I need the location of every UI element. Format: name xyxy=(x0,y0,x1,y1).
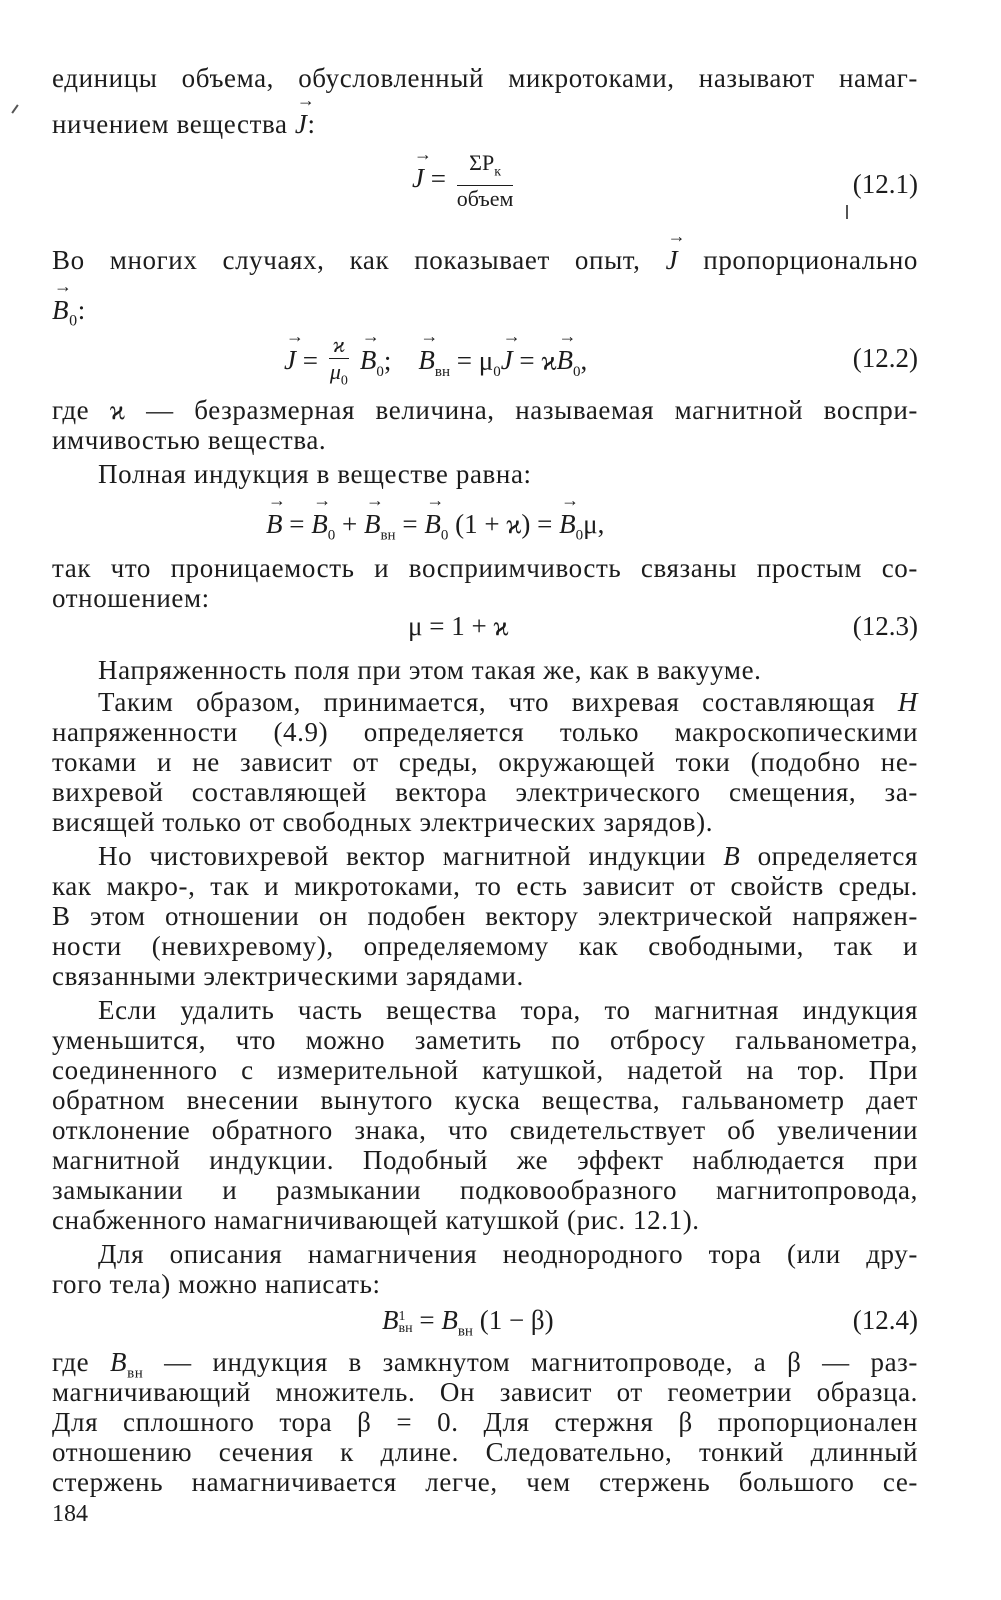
equation-full-induction: → B = → $B_0$ + → $B_{вн}$ = → $B_0$ (1 + ϰ) = → $B_0\mu$, xyxy=(266,508,604,551)
text-line: магнитной индукции. Подобный же эффект наблюдается при xyxy=(52,1145,918,1175)
text-line: отношению сечения к длине. Следовательно, тонкий длинный xyxy=(52,1437,918,1467)
text-line: гого тела) можно написать: xyxy=(52,1269,381,1299)
page-number: 184 xyxy=(52,1501,88,1527)
equation-12-2: → J = $\frac{ϰ}{\mu_0}$ → $B_0$; → $B_{вн} = \mu_0\to J = ϰ\to B_0$, xyxy=(284,332,587,394)
text-line: обратном внесении вынутого куска вещества, гальванометр дает xyxy=(52,1085,918,1115)
text-line: токами и не зависит от среды, окружающей токи (подобно не- xyxy=(52,747,918,777)
text-line: где ϰ — безразмерная величина, называемая магнитной воспри- xyxy=(52,395,918,425)
text-line: ничением вещества → J: xyxy=(52,108,918,140)
text-line: так что проницаемость и восприимчивость связаны простым со- xyxy=(52,553,918,583)
text-line: Напряженность поля при этом такая же, как в вакууме. xyxy=(98,655,762,685)
text-line: Но чистовихревой вектор магнитной индукции B определяется xyxy=(98,841,918,871)
text-line: где $B_{вн}$ — индукция в замкнутом магнитопроводе, а β — раз- xyxy=(52,1347,919,1382)
text-line: → $B_0$: xyxy=(52,294,918,337)
text-line: уменьшится, что можно заметить по отбросу гальванометра, xyxy=(52,1025,918,1055)
scan-mark xyxy=(846,205,848,219)
text-line: Для описания намагничения неоднородного тора (или дру- xyxy=(98,1239,918,1269)
text-line: В этом отношении он подобен вектору электрической напряжен- xyxy=(52,901,918,931)
text-line: вихревой составляющей вектора электрического смещения, за- xyxy=(52,777,918,807)
text-line: Таким образом, принимается, что вихревая составляющая H xyxy=(98,687,918,717)
equation-number: (12.3) xyxy=(852,611,918,641)
text-line: Во многих случаях, как показывает опыт, → J пропорционально xyxy=(52,244,918,276)
text-line: Для сплошного тора β = 0. Для стержня β пропорционален xyxy=(52,1407,918,1437)
text-line: снабженного намагничивающей катушкой (рис. 12.1). xyxy=(52,1205,700,1235)
text-line: Полная индукция в веществе равна: xyxy=(98,459,532,489)
equation-12-4: B 1 вн = $B_{вн}$ (1 − β) xyxy=(382,1305,554,1340)
text-line: магничивающий множитель. Он зависит от геометрии образца. xyxy=(52,1377,918,1407)
text-line: замыкании и размыкании подковообразного магнитопровода, xyxy=(52,1175,918,1205)
text-line: единицы объема, обусловленный микротоками, называют намаг- xyxy=(52,63,918,93)
text-line: соединенного с измерительной катушкой, надетой на тор. При xyxy=(52,1055,918,1085)
scan-mark xyxy=(11,104,18,113)
text-line: напряженности (4.9) определяется только макроскопическими xyxy=(52,717,918,747)
text-line: связанными электрическими зарядами. xyxy=(52,961,524,991)
text-line: Если удалить часть вещества тора, то магнитная индукция xyxy=(98,995,918,1025)
text-line: имчивостью вещества. xyxy=(52,425,327,455)
text-line: стержень намагничивается легче, чем стержень большого се- xyxy=(52,1467,918,1497)
equation-12-1: → J = $\frac{\Sigma P_к}{\text{объем}}$ xyxy=(412,150,517,212)
text-line: отклонение обратного знака, что свидетельствует об увеличении xyxy=(52,1115,918,1145)
text-line: ности (невихревому), определяемому как свободными, так и xyxy=(52,931,918,961)
equation-number: (12.1) xyxy=(852,169,918,199)
text-line: висящей только от свободных электрических зарядов). xyxy=(52,807,714,837)
text-line: как макро-, так и микротоками, то есть зависит от свойств среды. xyxy=(52,871,918,901)
equation-number: (12.4) xyxy=(852,1305,918,1335)
equation-number: (12.2) xyxy=(852,343,918,373)
text-line: отношением: xyxy=(52,583,210,613)
equation-12-3: μ = 1 + ϰ xyxy=(408,611,509,641)
